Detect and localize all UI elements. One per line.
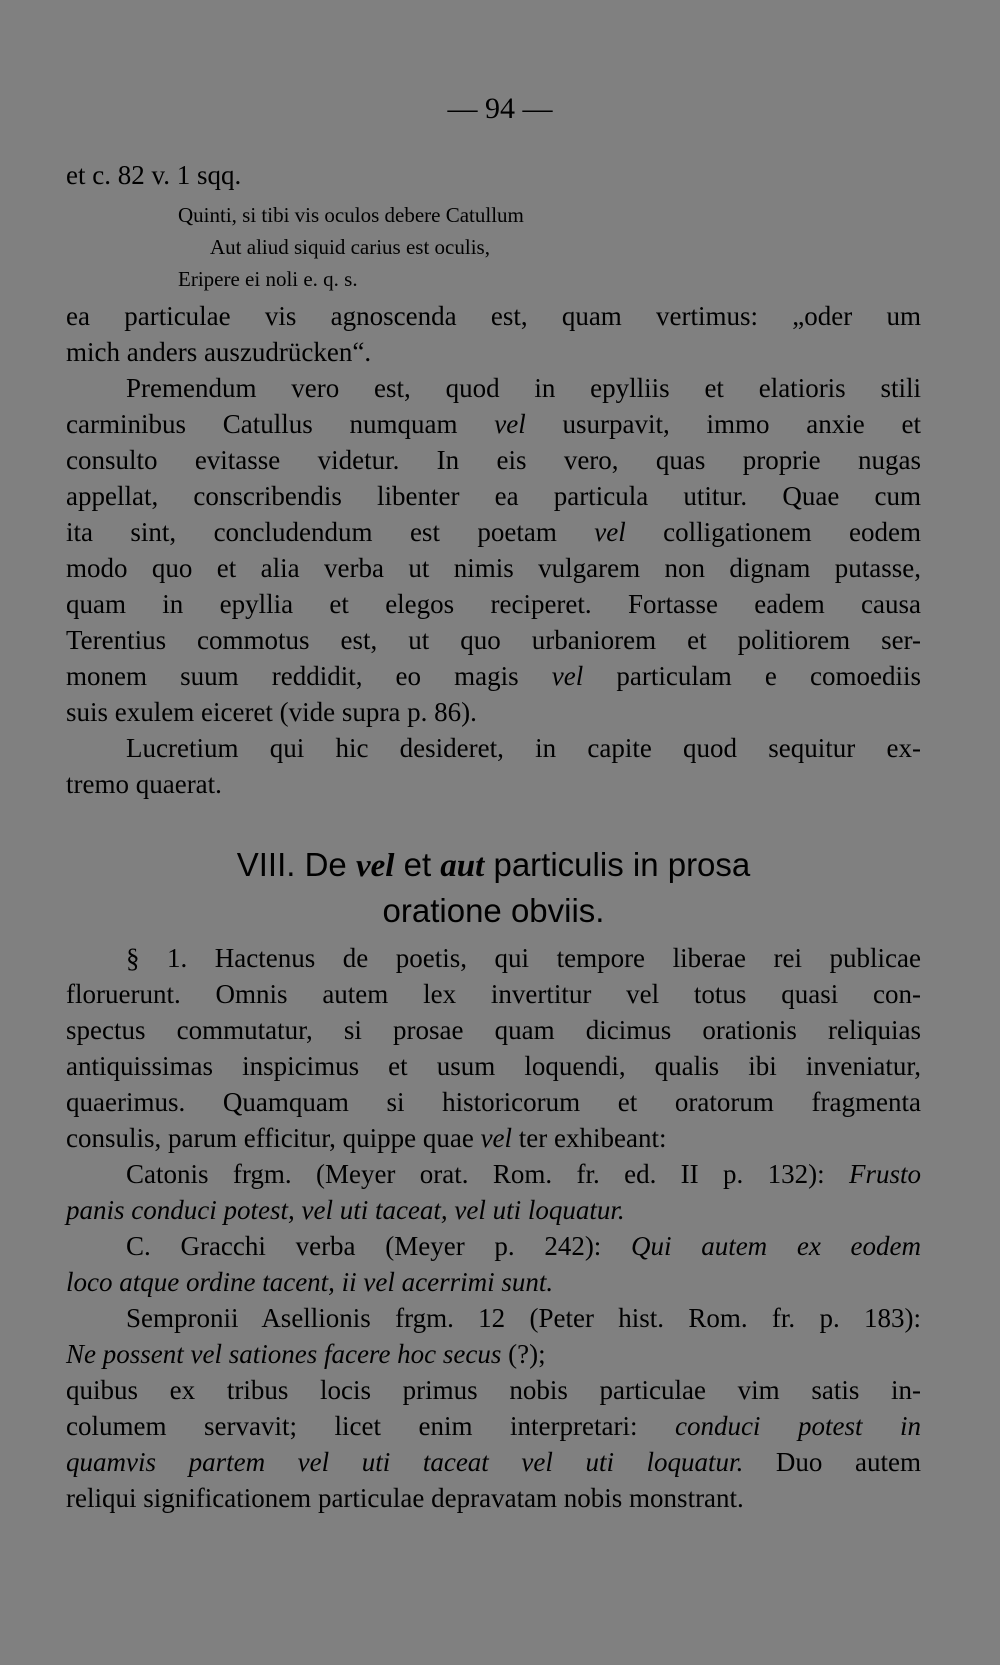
paragraph-line: columem servavit; licet enim interpretari: conduci potest in [66,1411,921,1441]
paragraph-line: ea particulae vis agnoscenda est, quam vertimus: „oder um [66,301,921,331]
paragraph-line: quamvis partem vel uti taceat vel uti loquatur. Duo autem [66,1447,921,1477]
paragraph-line: floruerunt. Omnis autem lex invertitur vel totus quasi con- [66,979,921,1009]
paragraph-line: panis conduci potest, vel uti taceat, vel uti loquatur. [66,1195,625,1225]
paragraph-line: C. Gracchi verba (Meyer p. 242): Qui autem ex eodem [126,1231,921,1261]
paragraph-line: monem suum reddidit, eo magis vel particulam e comoediis [66,661,921,691]
paragraph-line: loco atque ordine tacent, ii vel acerrimi sunt. [66,1267,554,1297]
page-number: — 94 — [447,92,553,125]
paragraph-line: mich anders auszudrücken“. [66,337,372,367]
paragraph-line: carminibus Catullus numquam vel usurpavit, immo anxie et [66,409,921,439]
paragraph-line: consulto evitasse videtur. In eis vero, quas proprie nugas [66,445,921,475]
paragraph-line: tremo quaerat. [66,769,222,799]
paragraph-line: Terentius commotus est, ut quo urbaniorem et politiorem ser- [66,625,921,655]
paragraph-line: Catonis frgm. (Meyer orat. Rom. fr. ed. II p. 132): Frusto [126,1159,921,1189]
paragraph-line: Premendum vero est, quod in epylliis et elatioris stili [126,373,921,403]
paragraph-line: Sempronii Asellionis frgm. 12 (Peter hist. Rom. fr. p. 183): [126,1303,921,1333]
paragraph-line: antiquissimas inspicimus et usum loquendi, qualis ibi inveniatur, [66,1051,921,1081]
paragraph-line: ita sint, concludendum est poetam vel colligationem eodem [66,517,921,547]
paragraph-line: appellat, conscribendis libenter ea particula utitur. Quae cum [66,481,921,511]
paragraph-line: consulis, parum efficitur, quippe quae vel ter exhibeant: [66,1123,667,1153]
paragraph-line: spectus commutatur, si prosae quam dicimus orationis reliquias [66,1015,921,1045]
paragraph-line: quam in epyllia et elegos reciperet. Fortasse eadem causa [66,589,921,619]
section-heading: VIII. De vel et aut particulis in prosa [236,846,751,884]
paragraph-line: reliqui significationem particulae depravatam nobis monstrant. [66,1483,744,1513]
verse-line: Quinti, si tibi vis oculos debere Catullum [178,203,524,227]
section-heading: oratione obviis. [382,892,605,929]
paragraph-line: § 1. Hactenus de poetis, qui tempore liberae rei publicae [126,943,921,973]
paragraph-line: suis exulem eiceret (vide supra p. 86). [66,697,477,727]
paragraph-line: Ne possent vel sationes facere hoc secus (?); [66,1339,546,1369]
verse-line: Aut aliud siquid carius est oculis, [210,235,490,259]
reference-line: et c. 82 v. 1 sqq. [66,160,242,190]
paragraph-line: quibus ex tribus locis primus nobis particulae vim satis in- [66,1375,921,1405]
paragraph-line: quaerimus. Quamquam si historicorum et oratorum fragmenta [66,1087,921,1117]
paragraph-line: Lucretium qui hic desideret, in capite quod sequitur ex- [126,733,921,763]
paragraph-line: modo quo et alia verba ut nimis vulgarem non dignam putasse, [66,553,921,583]
verse-line: Eripere ei noli e. q. s. [178,267,358,291]
